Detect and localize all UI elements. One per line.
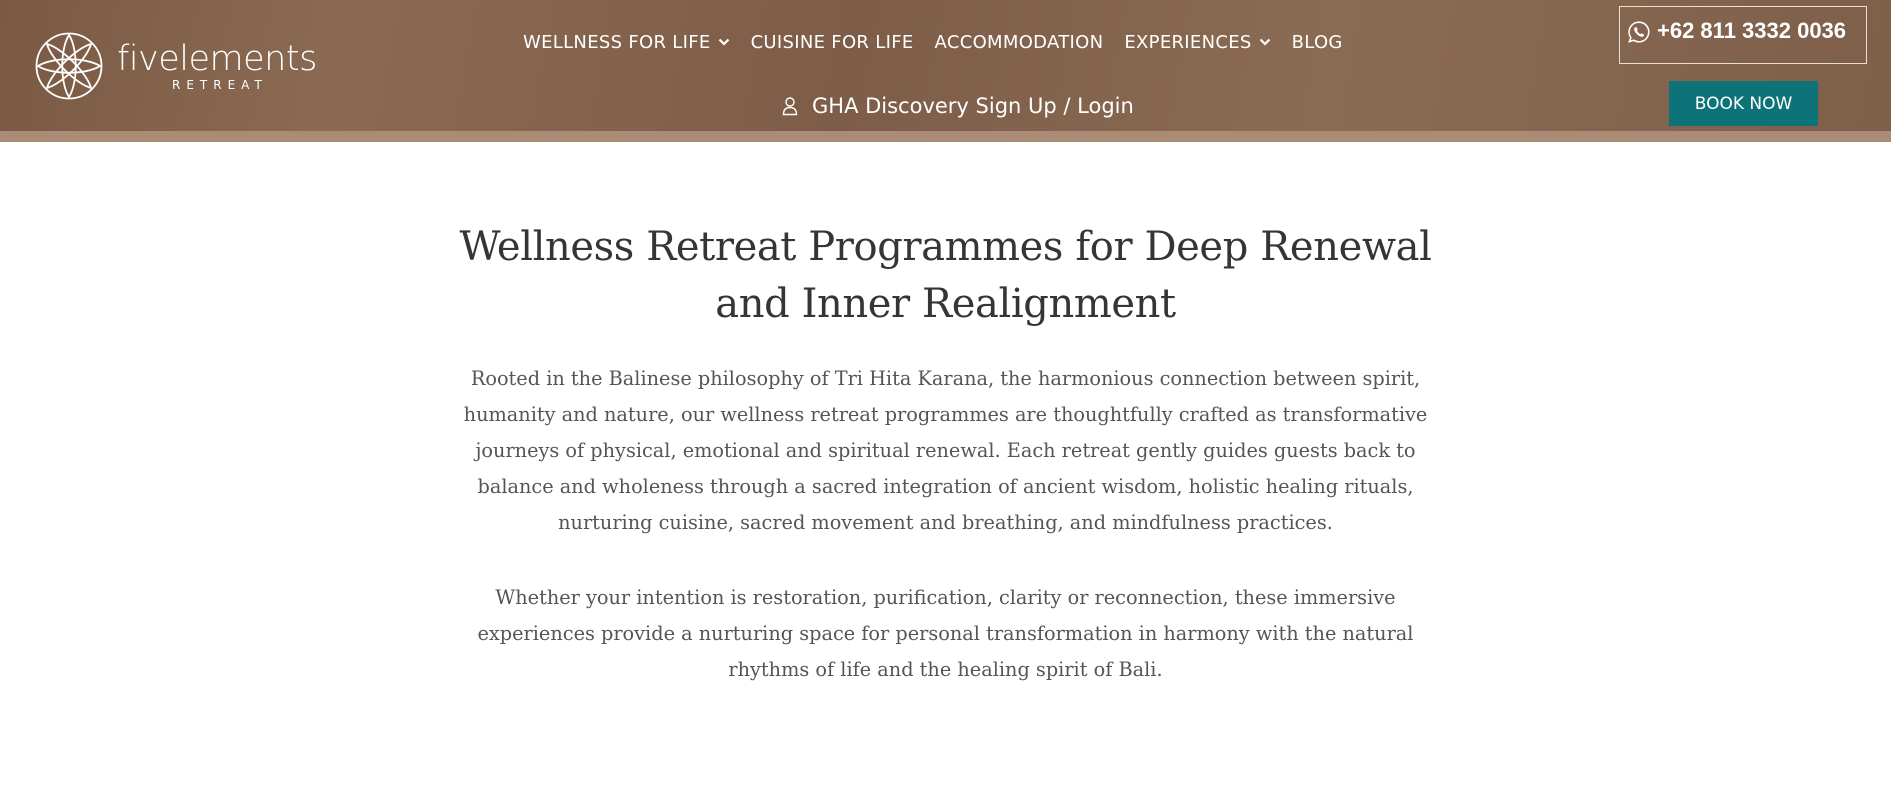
chevron-down-icon (1259, 38, 1271, 46)
logo-name: fivelements (117, 38, 317, 79)
site-header (0, 0, 1891, 131)
login-link[interactable] (782, 94, 1134, 118)
page-title: Wellness Retreat Programmes for Deep Renewal and Inner Realignment (459, 224, 1432, 327)
nav-item-label: EXPERIENCES (1124, 31, 1252, 53)
nav-item-label: CUISINE FOR LIFE (750, 31, 914, 53)
site-logo[interactable] (34, 31, 317, 101)
book-now-button[interactable]: BOOK NOW (1669, 81, 1818, 126)
whatsapp-icon (1627, 20, 1651, 44)
login-label: GHA Discovery Sign Up / Login (812, 94, 1134, 118)
nav-item-blog[interactable] (1292, 32, 1343, 53)
nav-item-accommodation[interactable] (935, 32, 1104, 53)
nav-item-wellness-for-life[interactable] (523, 32, 730, 53)
lotus-mandala-icon (34, 31, 104, 101)
main-nav (523, 29, 1343, 55)
logo-subtitle: RETREAT (172, 77, 268, 92)
header-divider (0, 131, 1891, 142)
nav-item-label: WELLNESS FOR LIFE (523, 31, 711, 53)
nav-item-experiences[interactable] (1124, 32, 1270, 53)
nav-item-cuisine-for-life[interactable] (751, 32, 914, 53)
intention-paragraph: Whether your intention is restoration, purification, clarity or reconnection, these immersive experiences provide a nurturing space for personal transformation in harmony with the natural rhythms of life and the healing spirit of Bali. (477, 586, 1414, 681)
phone-button[interactable] (1619, 6, 1867, 64)
phone-number: +62 811 3332 0036 (1657, 18, 1847, 43)
nav-item-label: ACCOMMODATION (934, 31, 1104, 53)
user-icon (782, 96, 798, 116)
intro-paragraph: Rooted in the Balinese philosophy of Tri Hita Karana, the harmonious connection between spirit, humanity and nature, our wellness retreat programmes are thoughtfully crafted as transformative journeys of physical, emotional and spiritual renewal. Each retreat gently guides guests back to balance and wholeness through a sacred integration of ancient wisdom, holistic healing rituals, nurturing cuisine, sacred movement and breathing, and mindfulness practices. (463, 367, 1428, 534)
chevron-down-icon (718, 38, 730, 46)
nav-item-label: BLOG (1291, 31, 1343, 53)
